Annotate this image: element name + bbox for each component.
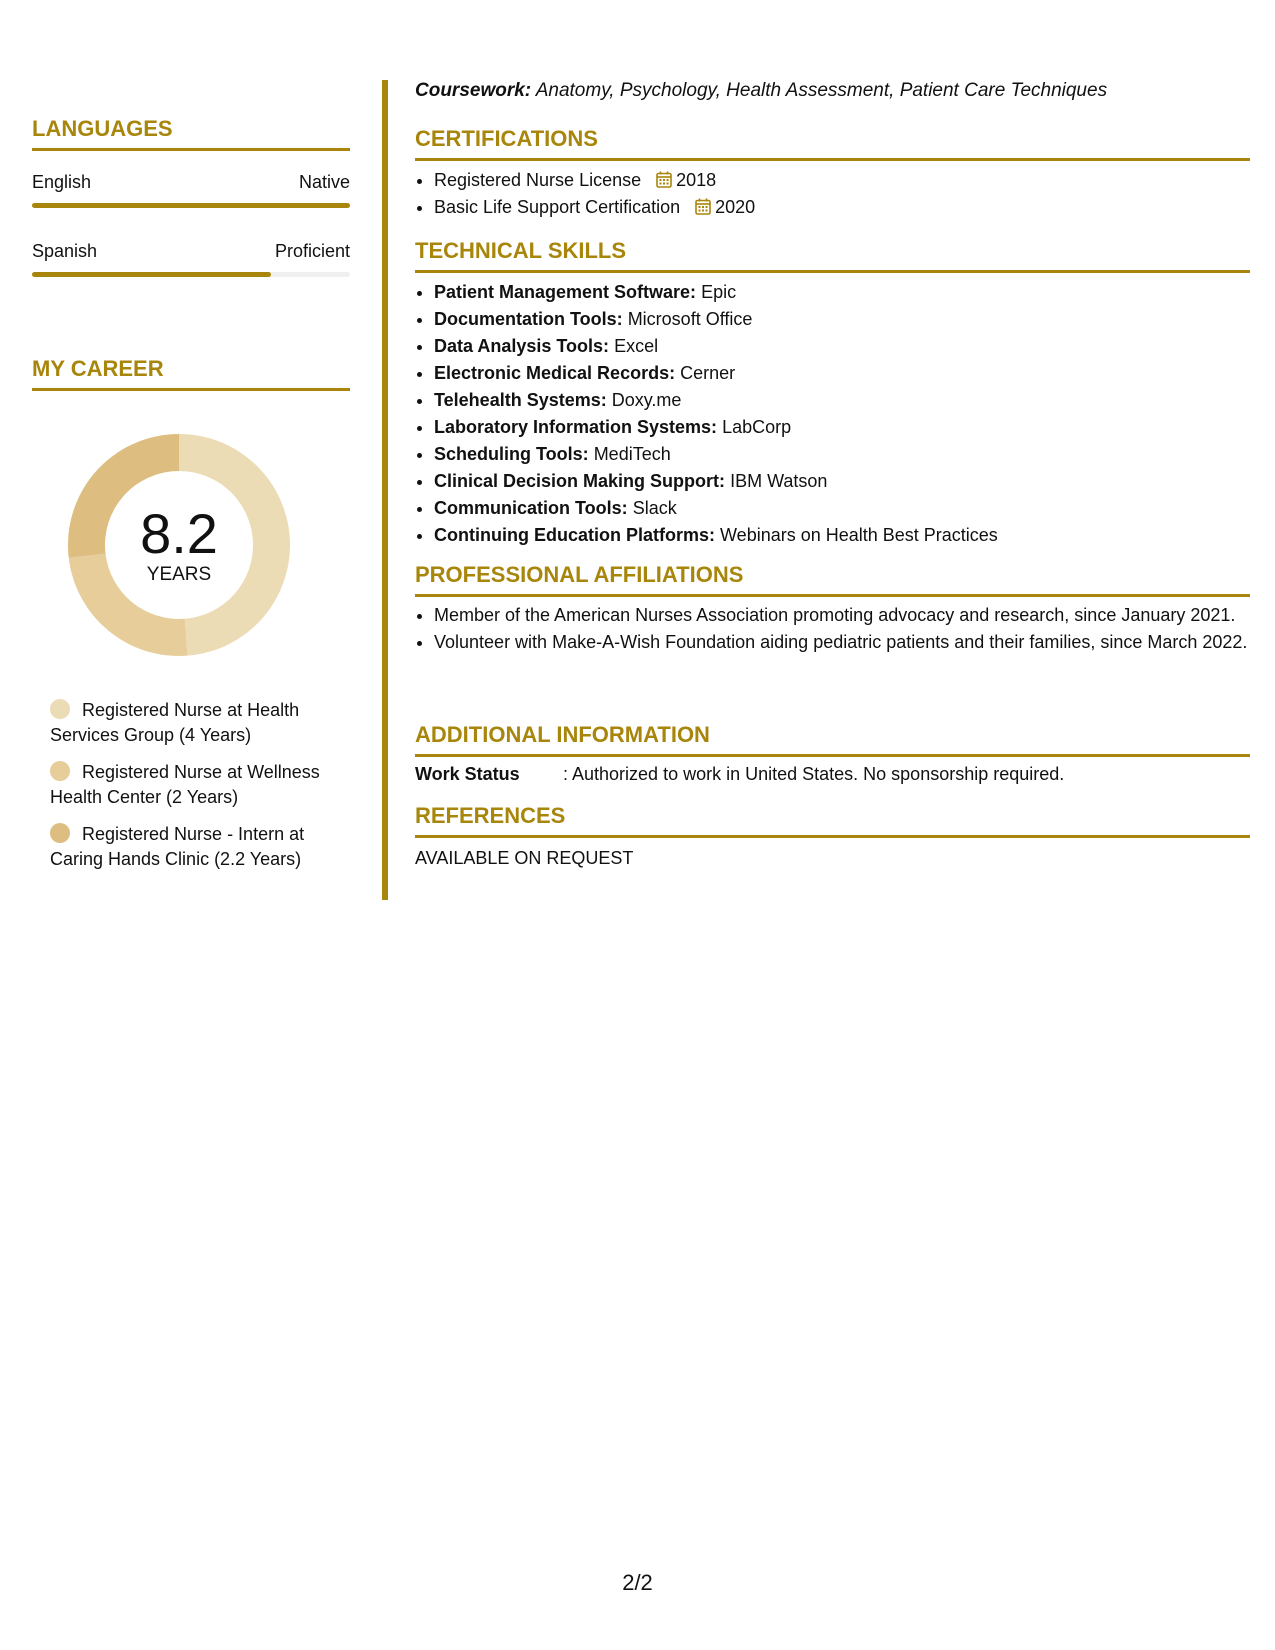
page-number: 2/2 bbox=[622, 1570, 653, 1595]
technical-skills-section bbox=[415, 238, 1250, 549]
career-donut-chart bbox=[66, 432, 292, 658]
certification-year: 2018 bbox=[676, 170, 717, 190]
legend-dot bbox=[50, 699, 70, 719]
language-bar-spanish bbox=[32, 272, 350, 277]
skill-label: Electronic Medical Records: bbox=[434, 363, 676, 383]
references-text: AVAILABLE ON REQUEST bbox=[415, 848, 634, 868]
language-level: Native bbox=[298, 172, 350, 192]
skill-label: Patient Management Software: bbox=[434, 282, 697, 302]
skill-value: Webinars on Health Best Practices bbox=[720, 525, 998, 545]
certification-name: Registered Nurse License bbox=[434, 170, 642, 190]
career-total-years: 8.2 bbox=[140, 502, 218, 565]
career-legend-item bbox=[50, 760, 350, 810]
career-title: MY CAREER bbox=[32, 356, 350, 391]
coursework-line bbox=[415, 80, 1250, 102]
column-divider bbox=[382, 80, 388, 900]
certification-year: 2020 bbox=[715, 197, 756, 217]
skill-item bbox=[434, 495, 1250, 522]
language-bar-english bbox=[32, 203, 350, 208]
legend-dot bbox=[50, 761, 70, 781]
work-status-row bbox=[415, 764, 1250, 785]
skill-item bbox=[434, 333, 1250, 360]
skill-label: Clinical Decision Making Support: bbox=[434, 471, 726, 491]
career-legend-item bbox=[50, 698, 350, 748]
skill-item bbox=[434, 387, 1250, 414]
technical-skills-list bbox=[415, 279, 1250, 549]
certifications-list bbox=[415, 167, 1250, 221]
technical-skills-title: TECHNICAL SKILLS bbox=[415, 238, 1250, 273]
additional-info-title: ADDITIONAL INFORMATION bbox=[415, 722, 1250, 757]
coursework-text: Anatomy, Psychology, Health Assessment, Patient Care Techniques bbox=[535, 80, 1108, 101]
skill-label: Telehealth Systems: bbox=[434, 390, 607, 410]
certifications-title: CERTIFICATIONS bbox=[415, 126, 1250, 161]
certification-item bbox=[434, 194, 1250, 221]
references-section bbox=[415, 803, 1250, 869]
language-bar-fill bbox=[32, 203, 350, 208]
affiliation-item: • Member of the American Nurses Association promoting advocacy and research, since January 2021. bbox=[434, 603, 1250, 627]
skill-value: IBM Watson bbox=[730, 471, 828, 491]
legend-dot bbox=[50, 823, 70, 843]
career-total-unit: YEARS bbox=[146, 564, 212, 585]
coursework-label: Coursework: bbox=[415, 80, 532, 101]
skill-item bbox=[434, 522, 1250, 549]
skill-value: Microsoft Office bbox=[627, 309, 753, 329]
legend-label: Registered Nurse at Health Services Group (4 Years) bbox=[50, 700, 300, 745]
certification-item bbox=[434, 167, 1250, 194]
language-bar-fill bbox=[32, 272, 271, 277]
calendar-icon bbox=[656, 171, 672, 188]
certification-name: Basic Life Support Certification bbox=[434, 197, 681, 217]
skill-item bbox=[434, 441, 1250, 468]
legend-label: Registered Nurse at Wellness Health Center (2 Years) bbox=[50, 762, 320, 807]
legend-label: Registered Nurse - Intern at Caring Hands Clinic (2.2 Years) bbox=[50, 824, 305, 869]
skill-value: Cerner bbox=[680, 363, 736, 383]
work-status-label: Work Status bbox=[415, 764, 520, 784]
donut-center bbox=[66, 504, 292, 586]
languages-title: LANGUAGES bbox=[32, 116, 350, 151]
skill-label: Data Analysis Tools: bbox=[434, 336, 610, 356]
skill-label: Scheduling Tools: bbox=[434, 444, 589, 464]
skill-label: Documentation Tools: bbox=[434, 309, 623, 329]
skill-item bbox=[434, 279, 1250, 306]
skill-label: Laboratory Information Systems: bbox=[434, 417, 718, 437]
skill-item bbox=[434, 414, 1250, 441]
skill-value: Doxy.me bbox=[611, 390, 682, 410]
language-name: English bbox=[32, 172, 92, 192]
affiliation-item: • Volunteer with Make-A-Wish Foundation aiding pediatric patients and their families, since March 2022. bbox=[434, 630, 1250, 654]
affiliations-list bbox=[415, 603, 1250, 654]
skill-value: MediTech bbox=[593, 444, 671, 464]
skill-value: Excel bbox=[614, 336, 659, 356]
additional-info-section bbox=[415, 722, 1250, 785]
skill-value: Slack bbox=[632, 498, 677, 518]
skill-value: Epic bbox=[701, 282, 737, 302]
career-legend-item bbox=[50, 822, 350, 872]
language-level: Proficient bbox=[274, 241, 350, 261]
skill-item bbox=[434, 468, 1250, 495]
skill-label: Communication Tools: bbox=[434, 498, 628, 518]
certifications-section bbox=[415, 126, 1250, 221]
references-title: REFERENCES bbox=[415, 803, 1250, 838]
language-name: Spanish bbox=[32, 241, 98, 261]
affiliations-section bbox=[415, 562, 1250, 654]
skill-item bbox=[434, 306, 1250, 333]
work-status-value: : Authorized to work in United States. No sponsorship required. bbox=[563, 764, 1065, 784]
skill-item bbox=[434, 360, 1250, 387]
skill-value: LabCorp bbox=[722, 417, 792, 437]
calendar-icon bbox=[695, 198, 711, 215]
skill-label: Continuing Education Platforms: bbox=[434, 525, 715, 545]
affiliations-title: PROFESSIONAL AFFILIATIONS bbox=[415, 562, 1250, 597]
